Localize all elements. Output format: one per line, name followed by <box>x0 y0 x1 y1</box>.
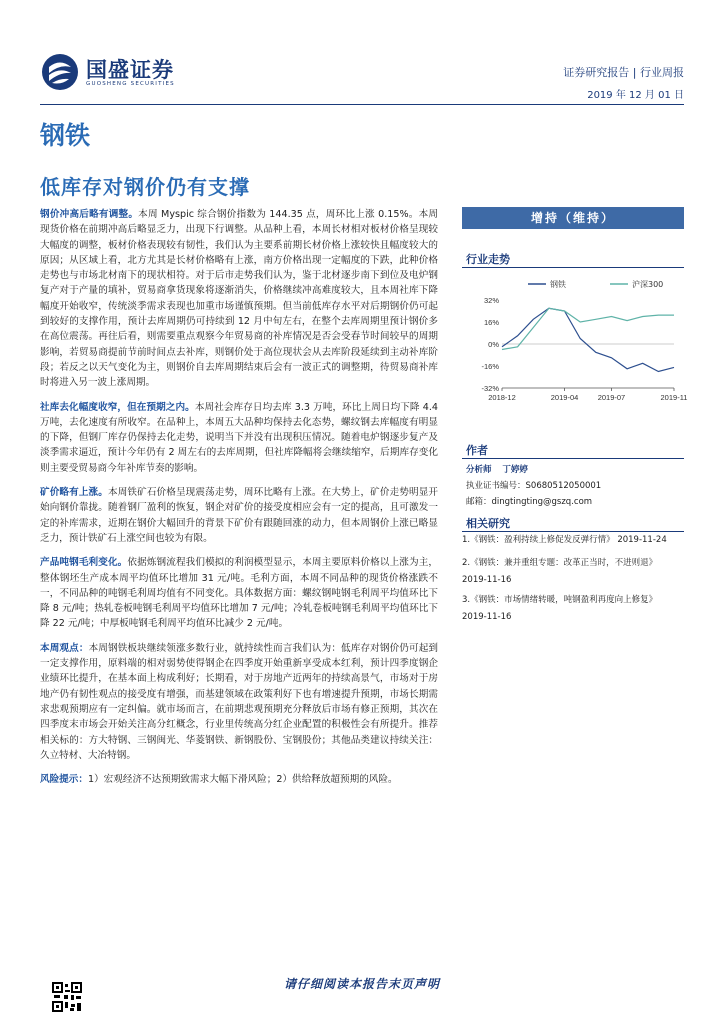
paragraph <box>40 207 438 391</box>
y-tick-label: 16% <box>483 318 499 327</box>
y-tick-label: 0% <box>488 340 499 349</box>
paragraph-lead: 矿价略有上涨。 <box>40 487 108 499</box>
paragraph <box>40 555 438 631</box>
paragraph <box>40 485 438 546</box>
related-item-title[interactable]: 3.《钢铁：市场情绪转暖，吨钢盈利再度向上修复》 <box>462 595 658 605</box>
related-divider <box>462 531 684 532</box>
paragraph-text: 本周社会库存日均去库 3.3 万吨，环比上周日均下降 4.4 万吨，去化速度有所收窄。在品种上，本周五大品种均保持去化态势，螺纹钢去库幅度有明显的下降，但钢厂库存仍保持去化走势，说明当下并没有出现积压情况。随着电炉钢逐步复产及淡季需求逼近，预计今年仍有 2 周左右的去库周期，但社库降幅将会继续缩窄，后期库存变化则主要受贸易商今年补库节奏的影响。 <box>40 401 438 474</box>
report-type: 证券研究报告 | 行业周报 <box>563 66 684 79</box>
cert-line <box>466 479 601 491</box>
y-tick-label: -16% <box>481 362 499 371</box>
related-item-date: 2019-11-24 <box>617 535 667 545</box>
header-divider <box>40 104 684 105</box>
report-title: 低库存对钢价仍有支撑 <box>40 175 250 199</box>
y-tick-label: -32% <box>481 384 499 393</box>
report-date: 2019 年 12 月 01 日 <box>587 90 684 101</box>
csi300-series-line <box>502 308 674 349</box>
related-item-date: 2019-11-16 <box>462 575 512 585</box>
paragraph <box>40 641 438 763</box>
paragraph-text: 1）宏观经济不达预期致需求大幅下滑风险；2）供给释放超预期的风险。 <box>87 774 398 786</box>
trend-chart <box>462 272 688 412</box>
related-item[interactable] <box>462 556 684 587</box>
qr-code-icon <box>52 982 82 1012</box>
paragraph-text: 本周铁矿石价格呈现震荡走势，周环比略有上涨。在大势上，矿价走势明显开始向钢价靠拢。随着钢厂盈利的恢复，钢企对矿价的接受度相应会有一定的提高，且可激发一定的补库需求，近期在钢价大幅回升的背景下矿价有跟随回涨的动力，但本周钢价上涨已略显乏力，预计铁矿石上涨空间也较为有限。 <box>40 487 439 544</box>
related-item-title[interactable]: 1.《钢铁：盈利持续上修促发反弹行情》 <box>462 535 615 545</box>
footer-disclaimer: 请仔细阅读本报告末页声明 <box>283 977 440 991</box>
legend-label: 沪深300 <box>632 280 664 289</box>
related-item[interactable] <box>462 593 684 624</box>
author-divider <box>462 458 684 459</box>
company-logo <box>40 52 190 92</box>
paragraph <box>40 772 438 787</box>
author-section-title: 作者 <box>466 444 488 457</box>
paragraph-lead: 社库去化幅度收窄，但在预期之内。 <box>40 401 195 413</box>
paragraph-lead: 风险提示： <box>40 774 88 786</box>
x-tick-label: 2019-07 <box>597 393 626 402</box>
trend-divider <box>462 267 684 268</box>
y-tick-label: 32% <box>483 296 499 305</box>
report-body <box>40 207 438 796</box>
cert-label: 执业证书编号： <box>466 481 526 491</box>
paragraph <box>40 400 438 476</box>
x-tick-label: 2019-04 <box>550 393 579 402</box>
cert-number: S0680512050001 <box>525 481 602 491</box>
email-link[interactable]: dingtingting@gszq.com <box>491 497 593 507</box>
analyst-label: 分析师 <box>466 465 492 475</box>
x-tick-label: 2018-12 <box>488 393 516 402</box>
legend-label: 钢铁 <box>550 280 566 289</box>
company-name: 国盛证券 <box>86 58 174 82</box>
paragraph-text: 本周 Myspic 综合钢价指数为 144.35 点，周环比上涨 0.15%。本周现货价格在前期冲高后略显乏力，出现下行调整。从品种上看，本周长材相对板材价格呈现较大幅度的调整，板材价格表现较有韧性，我们认为主要系前期长材价格上涨较快且幅度较大的原因；从区域上看，北方尤其是长材价格略有上涨，南方价格出现一定幅度的下跌，此种价格走势也与市场北材南下的现状相符。对于后市走势我们认为，鉴于北材逐步南下到位及电炉钢复产对于产量的填补，贸易商拿货现象将逐渐消失，价格继续冲高难度较大，且本周社库下降幅度开始收窄，传统淡季需求表现也加重市场谨慎预期。但当前低库存水平对后期钢价仍可起到较好的支撑作用，预计去库周期仍可持续到 12 月中旬左右，在整个去库周期里预计钢价多在高位震荡。再往后看，则需要重点观察今年贸易商的补库情况是否会受春节时间较早的周期影响，若贸易商提前节前时间点去补库，则钢价处于高位现状会从去库阶段延续到主动补库阶段；若反之以天气变化为主，则钢价自去库周期结束后会有一波正式的调整期，待贸易商补库时将进入另一波上涨周期。 <box>40 209 439 389</box>
industry-heading: 钢铁 <box>40 121 91 150</box>
rating-badge: 增持（维持） <box>462 207 684 229</box>
paragraph-lead: 钢价冲高后略有调整。 <box>40 209 139 220</box>
paragraph-lead: 本周观点： <box>40 642 89 654</box>
trend-section-title: 行业走势 <box>466 253 510 266</box>
analyst-name: 丁婷婷 <box>502 465 528 475</box>
related-item-date: 2019-11-16 <box>462 612 512 622</box>
related-item[interactable] <box>462 533 684 547</box>
email-label: 邮箱： <box>466 497 492 507</box>
related-item-title[interactable]: 2.《钢铁：兼并重组专题：改革正当时，不进则退》 <box>462 558 658 568</box>
related-section-title: 相关研究 <box>466 517 510 530</box>
steel-series-line <box>502 308 674 371</box>
paragraph-text: 依据炼钢流程我们模拟的利润模型显示，本周主要原料价格以上涨为主，整体钢坯生产成本周平均值环比增加 31 元/吨。毛利方面，本周不同品种的现货价格涨跌不一，不同品种的吨钢毛利周均值有不同变化。具体数据方面：螺纹钢吨钢毛利周平均值环比下降 8 元/吨；热轧卷板吨钢毛利周平均值环比增加 7 元/吨；冷轧卷板吨钢毛利周平均值环比下降 22 元/吨；中厚板吨钢毛利周平均值环比减少 2 元/吨。 <box>40 557 439 630</box>
paragraph-text: 本周钢铁板块继续领涨多数行业，就持续性而言我们认为：低库存对钢价仍可起到一定支撑作用，原料端的相对弱势使得钢企在四季度开始重新享受成本红利，预计四季度钢企业绩环比提升，在基本面上构成利好；长期看，对于房地产近两年的持续高景气，市场对于房地产仍有韧性观点的接受度有增强，而基建领域在政策利好下也有增速提升预期，市场长期需求悲观预期应有一定纠偏。就市场而言，在前期悲观预期充分释放后市场有修正预期，其次在四季度末市场会开始关注高分红概念，行业里传统高分红企业配置的积极性会有所提升。推荐相关标的：方大特钢、三钢闽光、华菱钢铁、新钢股份、宝钢股份；其他品类建议持续关注：久立特材、大冶特钢。 <box>40 642 439 761</box>
email-line <box>466 495 592 507</box>
company-name-en: GUOSHENG SECURITIES <box>86 81 175 87</box>
paragraph-lead: 产品吨钢毛利变化。 <box>40 557 128 569</box>
logo-mark-icon <box>40 52 80 92</box>
analyst-line <box>466 463 528 475</box>
x-tick-label: 2019-11 <box>660 393 688 402</box>
